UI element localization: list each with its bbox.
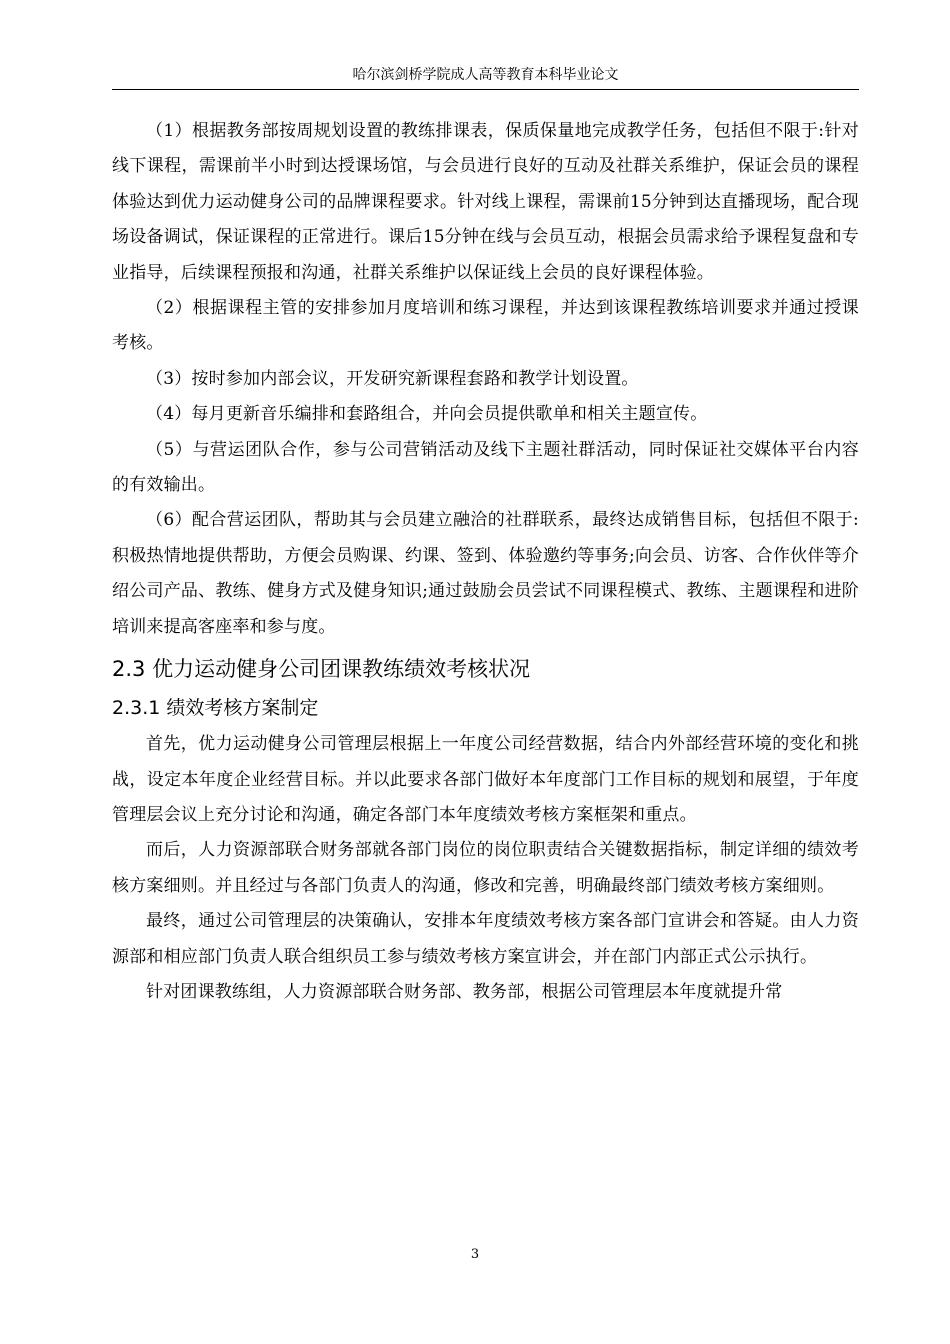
subsection-heading-2-3-1: 2.3.1 绩效考核方案制定 (112, 697, 319, 720)
paragraph-duty-1: （1）根据教务部按周规划设置的教练排课表，保质保量地完成教学任务，包括但不限于:针对线下课程，需课前半小时到达授课场馆，与会员进行良好的互动及社群关系维护，保证会员的课程体验达到优力运动健身公司的品牌课程要求。针对线上课程，需课前15分钟到达直播现场，配合现场设备调试，保证课程的正常进行。课后15分钟在线与会员互动，根据会员需求给予课程复盘和专业指导，后续课程预报和沟通，社群关系维护以保证线上会员的良好课程体验。 (112, 121, 859, 283)
paragraph-finally: 最终，通过公司管理层的决策确认，安排本年度绩效考核方案各部门宣讲会和答疑。由人力资源部和相应部门负责人联合组织员工参与绩效考核方案宣讲会，并在部门内部正式公示执行。 (112, 911, 859, 967)
paragraph-duty-3: （3）按时参加内部会议，开发研究新课程套路和教学计划设置。 (146, 368, 639, 389)
paragraph-first: 首先，优力运动健身公司管理层根据上一年度公司经营数据，结合内外部经营环境的变化和挑战，设定本年度企业经营目标。并以此要求各部门做好本年度部门工作目标的规划和展望，于年度管理层会议上充分讨论和沟通，确定各部门本年度绩效考核方案框架和重点。 (112, 734, 859, 825)
page-number: 3 (470, 1247, 480, 1262)
header-divider (112, 89, 859, 90)
paragraph-duty-6: （6）配合营运团队，帮助其与会员建立融洽的社群联系，最终达成销售目标，包括但不限于:积极热情地提供帮助，方便会员购课、约课、签到、体验邀约等事务;向会员、访客、合作伙伴等介绍公司产品、教练、健身方式及健身知识;通过鼓励会员尝试不同课程模式、教练、主题课程和进阶培训来提高客座率和参与度。 (112, 510, 859, 637)
running-header: 哈尔滨剑桥学院成人高等教育本科毕业论文 (352, 67, 619, 83)
page-body (112, 114, 859, 1010)
paragraph-duty-2: （2）根据课程主管的安排参加月度培训和练习课程，并达到该课程教练培训要求并通过授课考核。 (112, 298, 859, 354)
paragraph-duty-4: （4）每月更新音乐编排和套路组合，并向会员提供歌单和相关主题宣传。 (146, 404, 708, 425)
paragraph-duty-5: （5）与营运团队合作，参与公司营销活动及线下主题社群活动，同时保证社交媒体平台内容的有效输出。 (112, 439, 859, 496)
section-heading-2-3: 2.3 优力运动健身公司团课教练绩效考核状况 (112, 657, 531, 682)
paragraph-then: 而后，人力资源部联合财务部就各部门岗位的岗位职责结合关键数据指标，制定详细的绩效考核方案细则。并且经过与各部门负责人的沟通，修改和完善，明确最终部门绩效考核方案细则。 (112, 840, 859, 896)
paragraph-coach-group: 针对团课教练组，人力资源部联合财务部、教务部，根据公司管理层本年度就提升常 (146, 981, 783, 1002)
